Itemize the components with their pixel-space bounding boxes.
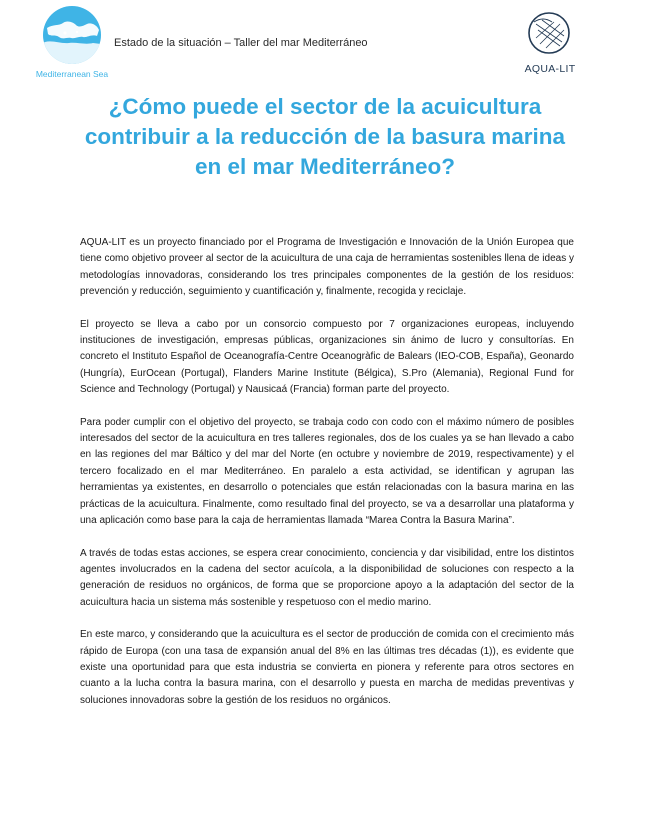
mediterranean-sea-caption: Mediterranean Sea (35, 69, 109, 79)
page-header (0, 0, 650, 90)
paragraph: A través de todas estas acciones, se espera crear conocimiento, conciencia y dar visibilidad, entre los distintos agentes involucrados en la cadena del sector acuícola, a la disponibilidad de soluciones con respecto a la generación de residuos no orgánicos, de forma que se proporcione apoyo a la adaptación del sector de la acuicultura hacia un sistema más sostenible y respetuoso con el medio marino. (80, 547, 574, 608)
header-subtitle: Estado de la situación – Taller del mar Mediterráneo (114, 37, 368, 49)
paragraph: En este marco, y considerando que la acuicultura es el sector de producción de comida con el crecimiento más rápido de Europa (con una tasa de expansión anual del 8% en las últimas tres décadas (1)), es evidente que existe una oportunidad para que esta industria se convierta en pionera y referente para otros sectores en cuanto a la lucha contra la basura marina, con el desarrollo y puesta en marcha de medidas preventivas y soluciones innovadoras sobre la gestión de los residuos no orgánicos. (80, 629, 574, 706)
mediterranean-sea-logo (35, 6, 110, 90)
page-title: ¿Cómo puede el sector de la acuicultura contribuir a la reducción de la basura marina en el mar Mediterráneo? (84, 94, 566, 179)
paragraph: Para poder cumplir con el objetivo del proyecto, se trabaja codo con codo con el máximo número de posibles interesados del sector de la acuicultura en tres talleres regionales, dos de los cuales ya se han llevado a cabo en las regiones del mar Báltico y del mar del Norte (en octubre y noviembre de 2019, respectivamente) y el tercero focalizado en el mar Mediterráneo. En paralelo a esta actividad, se identifican y agrupan las herramientas ya existentes, en desarrollo o potenciales que están relacionadas con la basura marina en las prácticas de la acuicultura. Finalmente, como resultado final del proyecto, se va a desarrollar una plataforma y una aplicación como base para la caja de herramientas llamada “Marea Contra la Basura Marina”. (80, 416, 574, 527)
aqua-lit-logo (520, 10, 600, 80)
paragraph: El proyecto se lleva a cabo por un consorcio compuesto por 7 organizaciones europeas, incluyendo instituciones de investigación, empresas públicas, organizaciones sin ánimo de lucro y consultorías. En concreto el Instituto Español de Oceanografía-Centre Oceanogràfic de Balears (IEO-COB, España), Geonardo (Hungría), EurOcean (Portugal), Flanders Marine Institute (Bélgica), S.Pro (Alemania), Regional Fund for Science and Technology (Portugal) y Nausicaá (Francia) forman parte del proyecto. (80, 318, 574, 396)
aqua-lit-brand: AQUA-LIT (524, 63, 576, 75)
document-body (80, 235, 574, 709)
mediterranean-map-icon (43, 6, 101, 64)
paragraph: AQUA-LIT es un proyecto financiado por el Programa de Investigación e Innovación de la Unión Europea que tiene como objetivo proveer al sector de la acuicultura de una caja de herramientas sostenibles llena de ideas y metodologías innovadoras, considerando los tres principales componentes de la gestión de los residuos: prevención y reducción, seguimiento y cuantificación y, finalmente, recogida y reciclaje. (80, 237, 574, 298)
fishing-net-icon (526, 10, 572, 56)
